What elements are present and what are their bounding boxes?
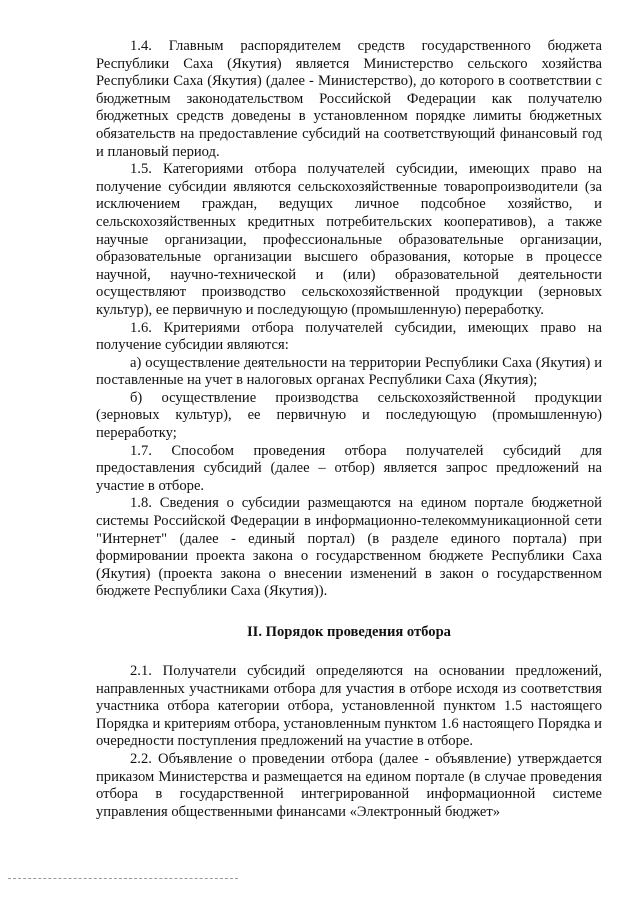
paragraph-1-6: 1.6. Критериями отбора получателей субсидии, имеющих право на получение субсидии являются: [96, 319, 602, 354]
paragraph-1-8: 1.8. Сведения о субсидии размещаются на едином портале бюджетной системы Российской Федерации в информационно-телекоммуникационной сети "Интернет" (далее - единый портал) (в разделе единого портала) при формировании проекта закона о государственном бюджете Республики Саха (Якутия) (проекта закона о внесении изменений в закон о государственном бюджете Республики Саха (Якутия)). [96, 495, 602, 600]
paragraph-1-6-a: а) осуществление деятельности на территории Республики Саха (Якутия) и поставленные на учет в налоговых органах Республики Саха (Якутия); [96, 354, 602, 389]
scan-footer-line [8, 878, 238, 879]
paragraph-2-2: 2.2. Объявление о проведении отбора (далее - объявление) утверждается приказом Министерства и размещается на едином портале (в случае проведения отбора в государственной интегрированной информационной системе управления общественными финансами «Электронный бюджет» [96, 750, 602, 820]
section-heading: II. Порядок проведения отбора [247, 624, 451, 640]
paragraph-1-7: 1.7. Способом проведения отбора получателей субсидий для предоставления субсидий (далее – отбор) является запрос предложений на участие в отборе. [96, 442, 602, 494]
paragraph-1-5: 1.5. Категориями отбора получателей субсидии, имеющих право на получение субсидии являются сельскохозяйственные товаропроизводители (за исключением граждан, ведущих личное подсобное хозяйство, и сельскохозяйственных кредитных потребительских кооперативов), а также научные организации, профессиональные образовательные организации, образовательные организации высшего образования, которые в процессе научной, научно-технической и (или) образовательной деятельности осуществляют производство сельскохозяйственной продукции (зерновых культур), ее первичную и последующую (промышленную) переработку. [96, 161, 602, 318]
paragraph-1-4: 1.4. Главным распорядителем средств государственного бюджета Республики Саха (Якутия) является Министерство сельского хозяйства Республики Саха (Якутия) (далее - Министерство), до которого в соответствии с бюджетным законодательством Российской Федерации как получателю бюджетных средств доведены в установленном порядке лимиты бюджетных обязательств на предоставление субсидий на соответствующий финансовый год и плановый период. [96, 38, 602, 160]
paragraph-2-1: 2.1. Получатели субсидий определяются на основании предложений, направленных участниками отбора для участия в отборе исходя из соответствия участника отбора категории отбора, установленной пунктом 1.5 настоящего Порядка и критериям отбора, установленным пунктом 1.6 настоящего Порядка и очередности поступления предложений на участие в отборе. [96, 663, 602, 750]
paragraph-1-6-b: б) осуществление производства сельскохозяйственной продукции (зерновых культур), ее первичную и последующую (промышленную) переработку; [96, 389, 602, 442]
